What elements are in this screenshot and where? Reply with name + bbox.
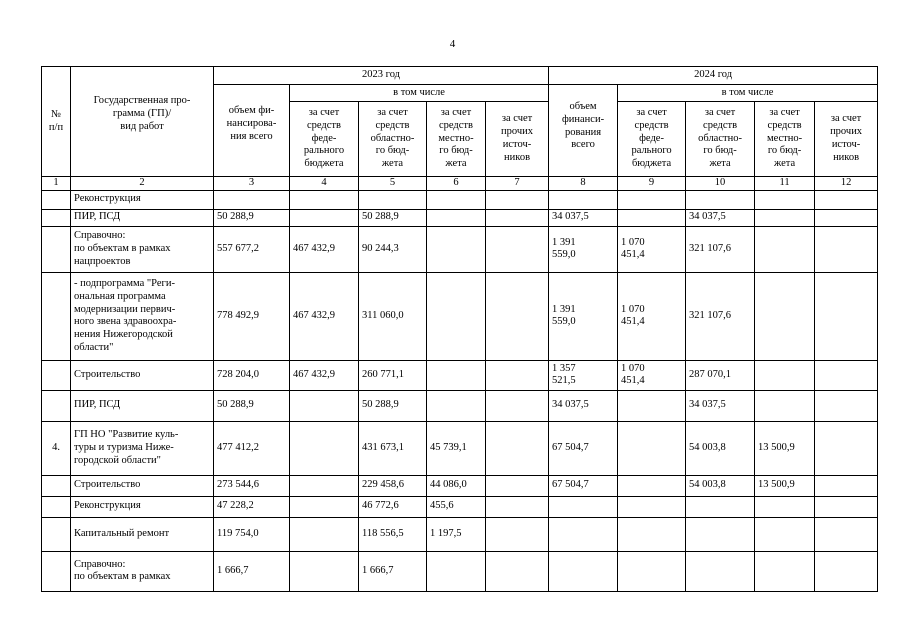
value-cell	[359, 190, 427, 209]
header-2023-other: за счет прочих источ- ников	[486, 102, 549, 177]
value-cell	[755, 551, 815, 591]
value-cell: 287 070,1	[686, 360, 755, 390]
value-cell: 44 086,0	[427, 475, 486, 496]
value-cell: 67 504,7	[549, 421, 618, 475]
table-row	[42, 360, 878, 390]
column-number: 5	[359, 177, 427, 191]
value-cell	[815, 421, 878, 475]
header-row-number: № п/п	[42, 67, 71, 177]
value-cell: 1 197,5	[427, 517, 486, 551]
row-name: ПИР, ПСД	[71, 209, 214, 226]
value-cell	[486, 190, 549, 209]
value-cell	[618, 209, 686, 226]
header-year-2023: 2023 год	[214, 67, 549, 85]
column-number: 12	[815, 177, 878, 191]
value-cell	[427, 272, 486, 360]
row-name: - подпрограмма "Реги- ональная программа модернизации первич- ного звена здравоохра- нения Нижегородской области"	[71, 272, 214, 360]
value-cell	[290, 421, 359, 475]
value-cell	[427, 390, 486, 421]
value-cell: 50 288,9	[359, 209, 427, 226]
value-cell	[686, 496, 755, 517]
row-number	[42, 390, 71, 421]
table-row	[42, 190, 878, 209]
value-cell: 54 003,8	[686, 475, 755, 496]
value-cell	[755, 209, 815, 226]
value-cell	[755, 190, 815, 209]
value-cell	[686, 551, 755, 591]
value-cell: 455,6	[427, 496, 486, 517]
row-name: ПИР, ПСД	[71, 390, 214, 421]
value-cell	[815, 496, 878, 517]
value-cell: 467 432,9	[290, 360, 359, 390]
value-cell: 1 357 521,5	[549, 360, 618, 390]
value-cell	[815, 272, 878, 360]
value-cell	[486, 360, 549, 390]
value-cell	[618, 551, 686, 591]
header-2023-local: за счет средств местно- го бюд- жета	[427, 102, 486, 177]
value-cell	[290, 517, 359, 551]
value-cell: 557 677,2	[214, 226, 290, 272]
value-cell: 728 204,0	[214, 360, 290, 390]
header-2024-federal: за счет средств феде- рального бюджета	[618, 102, 686, 177]
value-cell	[815, 190, 878, 209]
value-cell: 1 391 559,0	[549, 226, 618, 272]
header-2024-including: в том числе	[618, 85, 878, 102]
row-number	[42, 226, 71, 272]
value-cell	[618, 475, 686, 496]
value-cell: 1 666,7	[214, 551, 290, 591]
row-name: Строительство	[71, 475, 214, 496]
value-cell: 34 037,5	[549, 209, 618, 226]
value-cell: 778 492,9	[214, 272, 290, 360]
value-cell	[755, 390, 815, 421]
row-name: Капитальный ремонт	[71, 517, 214, 551]
value-cell	[815, 209, 878, 226]
value-cell: 321 107,6	[686, 272, 755, 360]
value-cell	[486, 421, 549, 475]
value-cell: 229 458,6	[359, 475, 427, 496]
header-2023-federal: за счет средств феде- рального бюджета	[290, 102, 359, 177]
value-cell	[549, 517, 618, 551]
value-cell: 34 037,5	[686, 209, 755, 226]
value-cell	[686, 517, 755, 551]
value-cell: 50 288,9	[214, 390, 290, 421]
value-cell: 45 739,1	[427, 421, 486, 475]
header-2024-local: за счет средств местно- го бюд- жета	[755, 102, 815, 177]
value-cell	[427, 209, 486, 226]
value-cell: 1 070 451,4	[618, 272, 686, 360]
row-name: Справочно: по объектам в рамках	[71, 551, 214, 591]
value-cell: 34 037,5	[549, 390, 618, 421]
row-number	[42, 272, 71, 360]
table-body	[42, 190, 878, 591]
value-cell: 311 060,0	[359, 272, 427, 360]
value-cell: 47 228,2	[214, 496, 290, 517]
row-number	[42, 190, 71, 209]
value-cell: 1 666,7	[359, 551, 427, 591]
row-name: Справочно: по объектам в рамках нацпроектов	[71, 226, 214, 272]
table-row	[42, 390, 878, 421]
value-cell	[427, 226, 486, 272]
value-cell: 477 412,2	[214, 421, 290, 475]
value-cell	[815, 226, 878, 272]
column-number: 7	[486, 177, 549, 191]
column-numbers-row	[42, 177, 878, 191]
value-cell	[755, 496, 815, 517]
value-cell: 467 432,9	[290, 272, 359, 360]
column-number: 4	[290, 177, 359, 191]
header-2024-regional: за счет средств областно- го бюд- жета	[686, 102, 755, 177]
header-2024-other: за счет прочих источ- ников	[815, 102, 878, 177]
value-cell	[486, 496, 549, 517]
value-cell	[486, 475, 549, 496]
row-number	[42, 517, 71, 551]
value-cell	[290, 496, 359, 517]
value-cell	[815, 551, 878, 591]
column-number: 2	[71, 177, 214, 191]
table-row	[42, 551, 878, 591]
value-cell	[618, 421, 686, 475]
value-cell	[486, 390, 549, 421]
row-number	[42, 360, 71, 390]
value-cell: 260 771,1	[359, 360, 427, 390]
value-cell	[755, 360, 815, 390]
row-number: 4.	[42, 421, 71, 475]
financing-table	[41, 66, 878, 592]
value-cell	[290, 190, 359, 209]
row-name: Строительство	[71, 360, 214, 390]
header-2023-regional: за счет средств областно- го бюд- жета	[359, 102, 427, 177]
value-cell	[486, 517, 549, 551]
page-number: 4	[449, 38, 456, 50]
header-year-2024: 2024 год	[549, 67, 878, 85]
value-cell: 50 288,9	[359, 390, 427, 421]
row-number	[42, 551, 71, 591]
header-2023-including: в том числе	[290, 85, 549, 102]
value-cell: 13 500,9	[755, 475, 815, 496]
value-cell	[486, 226, 549, 272]
value-cell	[290, 209, 359, 226]
value-cell	[815, 360, 878, 390]
value-cell	[290, 551, 359, 591]
column-number: 9	[618, 177, 686, 191]
table-row	[42, 226, 878, 272]
table-row	[42, 496, 878, 517]
row-number	[42, 209, 71, 226]
value-cell: 50 288,9	[214, 209, 290, 226]
value-cell: 54 003,8	[686, 421, 755, 475]
value-cell: 1 070 451,4	[618, 226, 686, 272]
column-number: 6	[427, 177, 486, 191]
value-cell: 321 107,6	[686, 226, 755, 272]
value-cell	[427, 551, 486, 591]
value-cell	[755, 517, 815, 551]
value-cell: 13 500,9	[755, 421, 815, 475]
row-name: Реконструкция	[71, 190, 214, 209]
value-cell	[549, 190, 618, 209]
value-cell	[427, 190, 486, 209]
value-cell	[755, 272, 815, 360]
value-cell	[290, 390, 359, 421]
value-cell: 118 556,5	[359, 517, 427, 551]
column-number: 8	[549, 177, 618, 191]
table-row	[42, 421, 878, 475]
value-cell	[486, 551, 549, 591]
value-cell: 34 037,5	[686, 390, 755, 421]
value-cell: 273 544,6	[214, 475, 290, 496]
value-cell	[486, 272, 549, 360]
column-number: 1	[42, 177, 71, 191]
value-cell	[815, 390, 878, 421]
value-cell	[214, 190, 290, 209]
header-2024-total: объем финанси- рования всего	[549, 85, 618, 177]
value-cell: 1 391 559,0	[549, 272, 618, 360]
value-cell	[618, 390, 686, 421]
row-number	[42, 496, 71, 517]
value-cell: 67 504,7	[549, 475, 618, 496]
row-number	[42, 475, 71, 496]
value-cell: 1 070 451,4	[618, 360, 686, 390]
value-cell	[290, 475, 359, 496]
value-cell	[755, 226, 815, 272]
table-row	[42, 209, 878, 226]
value-cell: 46 772,6	[359, 496, 427, 517]
value-cell: 90 244,3	[359, 226, 427, 272]
value-cell	[486, 209, 549, 226]
row-name: Реконструкция	[71, 496, 214, 517]
table-row	[42, 475, 878, 496]
value-cell	[549, 496, 618, 517]
header-program-name: Государственная про- грамма (ГП)/ вид работ	[71, 67, 214, 177]
column-number: 11	[755, 177, 815, 191]
table-row	[42, 272, 878, 360]
column-number: 3	[214, 177, 290, 191]
value-cell	[427, 360, 486, 390]
value-cell	[815, 475, 878, 496]
column-number: 10	[686, 177, 755, 191]
value-cell: 431 673,1	[359, 421, 427, 475]
table-row	[42, 517, 878, 551]
row-name: ГП НО "Развитие куль- туры и туризма Ниже- городской области"	[71, 421, 214, 475]
header-2023-total: объем фи- нансирова- ния всего	[214, 85, 290, 177]
value-cell	[618, 496, 686, 517]
value-cell	[549, 551, 618, 591]
value-cell	[815, 517, 878, 551]
value-cell: 467 432,9	[290, 226, 359, 272]
value-cell: 119 754,0	[214, 517, 290, 551]
value-cell	[618, 190, 686, 209]
value-cell	[686, 190, 755, 209]
value-cell	[618, 517, 686, 551]
